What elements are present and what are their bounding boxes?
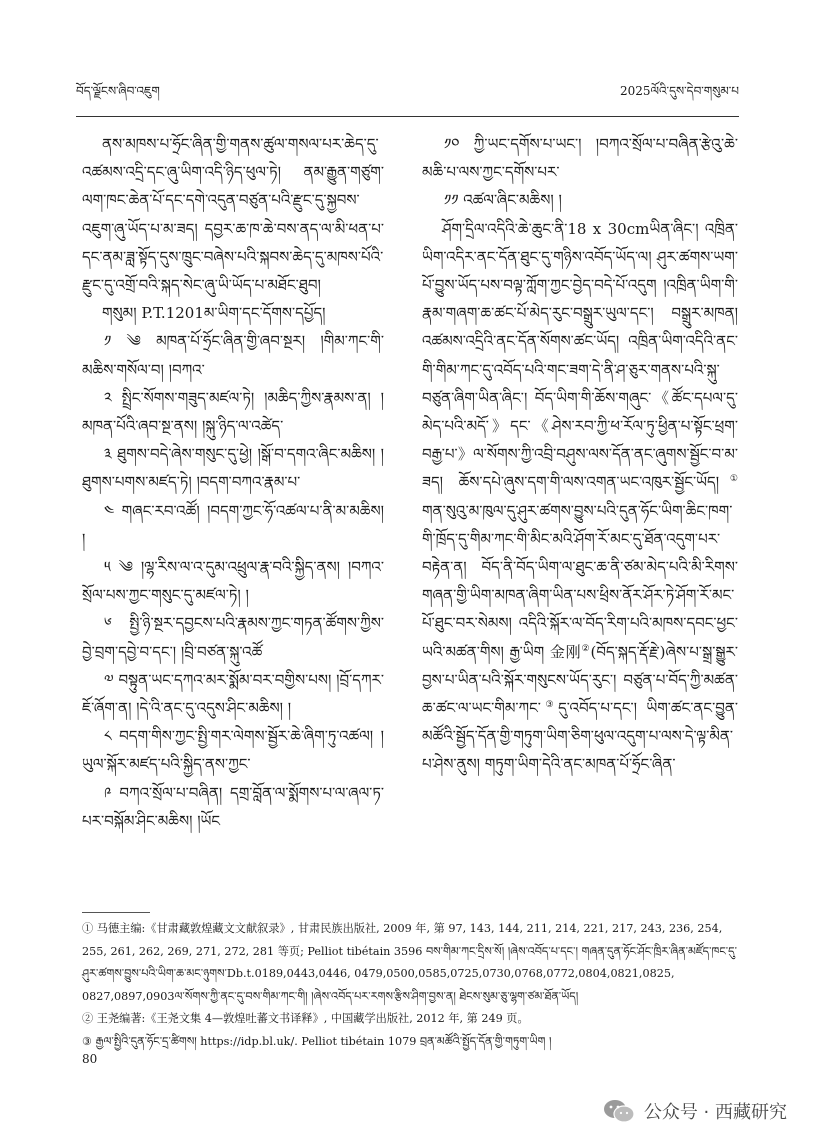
right-column [422,130,738,779]
footnote-text-3: རྒྱལ་སྤྱིའི་དུན་ཧོང་དྲ་ཚིགས། https://idp.bl.uk/. Pelliot tibétain 1079 བྲན་མཚོའི་སྤྱོད་དོན་གྱི་གཏུག་ཡིག ། [95,1034,552,1048]
paragraph-text-3: (བོད་སྐད་རྡོ་རྗེ་)ཞེས་པ་སྒྲ་སྒྱུར་བྱས་པ་ཡིན་པའི་སྐོར་གསུངས་ཡོད་རུང་། བཙུན་པ་བོད་ཀྱི་མཚན་ཆ་ཚང་ལ་ཡང་གིམ་ཀང་ [422,642,738,718]
manuscript-line-3: ༣ ཐུགས་བདེ་ཞེས་གསུང་དུ་ཕྱེ། །སྒོ་བ་དགའ་ཞིང་མཆིས། །ཐུགས་པགས་མཛད་ཏེ། །བདག་བཀའ་རྣམ་པ་ [82,445,384,492]
footnote-text-1: 马德主编:《甘肃藏敦煌藏文文献叙录》, 甘肃民族出版社, 2009 年, 第 97, 143, 144, 211, 214, 221, 217, 243, 236, 254, 255, 261, 262, 269, 271, 272, 281 等页; Pelliot tibétain 3596 བས་གིམ་ཀང་དྲིས་སོ། །ཞེས་འབོད་པ་དང་། གཞན་དུན་ཧོང་ཤོང་ཁྲིར་ཞིན་མཛོད་ཁང་དུ་ཤུར་ཚགས་བྱུས་པའི་ཡིག་ཆ་མང་ཉུགས་Db.t.0189,0443,0446, 0479,0500,0585,0725,0730,0768,0772,0804,0821,0825, 0827,0897,0903ལ་སོགས་ཀྱི་ནང་དུ་བས་གིམ་ཀང་གི། །ཞེས་འབོད་པར་རགས་རྩིས་ཤིག་བྱས་ན། ཐེངས་སུམ་ཅུ་ལྷག་ཙམ་ཐོན་ཡོད། [82,922,737,1003]
manuscript-line-7: ༧ བསྟུན་ཡང་དཀའ་མར་སྨོམ་བར་བགྱིས་པས། །བྲོ་དཀར་ཇོ་ཞོག་ན། །དེ་འི་ནང་དུ་འདུས་ཤིང་མཆིས། ། [82,670,384,718]
section-heading: གསུམ། P.T.1201མ་ཡིག་དང་དོགས་དཔྱོད། [102,304,326,323]
header-rule [76,116,739,117]
manuscript-line-1: ༡ ༄ མཁན་པོ་ཧྲོང་ཞིན་གྱི་ཞབ་སྔར། །གིམ་ཀང་གི་མཆིས་གསོལ་བ། །བཀའ་ [82,332,384,379]
manuscript-line-4: ༤ གཞང་རབ་འཚོ། །བདག་ཀྱང་ཧོ་འཚལ་པ་ནི་མ་མཆིས། ། [82,501,384,548]
footnotes [82,918,742,1053]
left-column [82,130,384,835]
paragraph-text-2: གན་སུའུ་མ་ཁུལ་དུ་ཤུར་ཚགས་བྱུས་པའི་དུན་ཧོང་ཡིག་ཆིང་ཁག་གི་ཁྲོད་དུ་གིམ་ཀང་གི་མིང་མའི་ཤོག་རོ་མང་དུ་ཐོན་འདུག་པར་བརྟེན་ན། བོད་ནི་བོད་ཡིག་ལ་ཐུང་ཆ་ནི་ཙམ་མེད་པའི་མི་རིགས་གཞན་གྱི་ཡིག་མཁན་ཞིག་ཡིན་པས་ཕྲིས་ནོར་ཤོར་ཏེ་ཤོག་རོ་མང་པོ་ཐུང་བར་སེམས། འདིའི་སྐོར་ལ་བོད་རིག་པའི་མཁས་དབང་ཕྱང་ཡའི་མཚན་གིས། རྒྱ་ཡིག [422,501,738,661]
paragraph-text-1: ཤོག་དྲིལ་འདིའི་ཆེ་ཆུང་ནི་18 x 30cmཡིན་ཞིང་། འཁྲིན་ཡིག་འདིར་ནང་དོན་ཐུང་དུ་གཉིས་འབོད་ཡོད་ལ། ཤུར་ཚགས་ཡག་པོ་བྱུས་ཡོད་པས་བལྟ་ཀློག་ཀྱང་བྱེད་བདེ་པོ་འདུག །འཁྲིན་ཡིག་གི་རྣམ་གཞག་ཆ་ཚང་པོ་མེད་རུང་བསྒྲུར་ཡུལ་དང་། བསྒྲུར་མཁན། འཚམས་འདྲིའི་ནང་དོན་སོགས་ཚང་ཡོད། འཁྲིན་ཡིག་འདིའི་ནང་གི་གིམ་ཀང་དུ་འབོད་པའི་གང་ཟག་དེ་ནི་ཤ་ཅུར་གནས་པའི་སྐུ་བཙུན་ཞིག་ཡིན་ཞིང་། བོད་ཡིག་གི་ཆོས་གཞུང་《ཚོང་དཔལ་དུ་མེད་པའི་མདོ་》དང་《ཤེས་རབ་ཀྱི་ཕ་རོལ་ཏུ་ཕྱིན་པ་སྟོང་ཕྲག་བརྒྱ་པ་》ལ་སོགས་ཀྱི་འབྲི་བཤུས་ལས་དོན་ནང་ཞུགས་སྦྱོང་བ་མ་ཟད། ཆོས་དཔེ་ཞུས་དག་གི་ལས་འགན་ཡང་འཁུར་སྦྱོང་ཡོད། [422,219,738,492]
footnote-ref-2[interactable]: ② [581,643,591,654]
footnote-text-2: 王尧编著:《王尧文集 4—敦煌吐蕃文书译释》, 中国藏学出版社, 2012 年, 第 249 页。 [96,1012,529,1025]
manuscript-line-2: ༢ སྤྲིང་སོགས་གཟུད་མཛལ་ཏེ། །མཆིད་ཀྱིས་རྣམས་ན། །མཁན་པོའི་ཞབ་སྔ་ནས། །སྐུ་ཉིད་ལ་འཚེད་ [82,388,384,436]
footnote-3 [82,1031,742,1054]
footnote-rule [82,912,150,913]
manuscript-line-9: ༩ བཀའ་སྲོལ་པ་བཞིན། དགྲ་བློན་ལ་སྨོགས་པ་ལ་ཞལ་ཏ་པར་བསྐོམ་ཤིང་མཆིས། །ཡོང [82,783,384,830]
footnote-mark-1: ① [82,922,94,935]
running-header [76,84,739,112]
journal-title: བོད་ལྗོངས་ཞིབ་འཇུག [76,84,160,98]
manuscript-line-6: ༦ སྤྱི་ཉི་སྔར་དབྱངས་པའི་རྣམས་ཀྱང་གཏན་ཚོགས་ཀྱིས་བྱེ་བྲག་དབྱེ་བ་དང་། །བྲི་བཙན་སྐུ་འཚོ [82,614,384,661]
paragraph-text-4: དུ་འབོད་པ་དང་། ཡིག་ཚང་ནང་བྱུན་མཚོའི་སྦྱོད་དོན་གྱི་གཏུག་ཡིག་ཅིག་ཕུལ་འདུག་པ་ལས་དེ་ལྟ་མིན་པ་ཤེས་ནུས། གཏུག་ཡིག་དེའི་ནང་མཁན་པོ་ཧྲོང་ཞིན་ [422,699,738,774]
page-number: 80 [82,1052,98,1066]
body-paragraph: ནས་མཁས་པ་ཧྲོང་ཞིན་གྱི་གནས་ཚུལ་གསལ་པར་ཆེད་དུ་འཚམས་འདྲི་དང་ཞུ་ཡིག་འདི་ཉིད་ཕུལ་ཏེ། ནམ་རྒྱུན་གཙུག་ལག་ཁང་ཆེན་པོ་དང་དགེ་འདུན་བཙུན་པའི་རྫུང་དུ་སྐྱབས་འཇུག་ཞུ་ཡོད་པ་མ་ཟད། དབྱར་ཆ་ཁ་ཆེ་བས་ནད་ལ་མི་ཕན་པ་དང་ནམ་ཟླ་སྟོད་དུས་ཁྲུང་བཞེས་པའི་སྐབས་ཆེད་དུ་མཁས་པོའི་རྫུང་དུ་འགྲོ་བའི་སྐད་སེང་ཞུ་ཡི་ཡོད་པ་མཐོང་ཐུབ། [82,135,384,295]
footnote-ref-3[interactable]: ③ [540,700,559,711]
footnote-2 [82,1008,742,1031]
footnote-mark-2: ② [82,1012,94,1025]
analysis-paragraph [422,215,738,779]
manuscript-line-11: ༡༡ འཚལ་ཞིང་མཆིས། ། [444,191,562,210]
watermark-text: 公众号 · 西藏研究 [643,1102,787,1123]
watermark [602,1098,787,1124]
footnote-mark-3: ③ [82,1034,93,1048]
footnote-ref-1[interactable]: ① [719,474,738,485]
issue-label: 2025ལོའི་དུས་དེབ་གསུམ་པ [619,84,739,98]
chinese-term: 金刚 [549,642,582,661]
wechat-icon [602,1098,636,1124]
footnote-1 [82,918,742,1008]
manuscript-line-5: ༥ ༄ །ལྷ་རིས་ལ་འ་དུམ་འཕྲུལ་རྣ་བའི་སྐྱིད་ནས། །བཀའ་སྲོལ་པས་ཀྱང་གསུང་དུ་མཛལ་ཏེ། ། [82,558,384,605]
manuscript-line-8: ༨ བདག་གིས་ཀྱང་སྤྱི་གར་ལེགས་སྦྱོར་ཆེ་ཞིག་ཏུ་འཚལ། །ཡུལ་སྐོར་མཛད་པའི་སྐྱིད་ནས་ཀྱང་ [82,727,384,774]
manuscript-line-10: ༡༠ ཀྱི་ཡང་དགོས་པ་ཡང་། །བཀའ་སྲོལ་པ་བཞིན་རྩེའུ་ཆེ་མཆི་པ་ལས་ཀྱང་དགོས་པར་ [422,135,738,182]
